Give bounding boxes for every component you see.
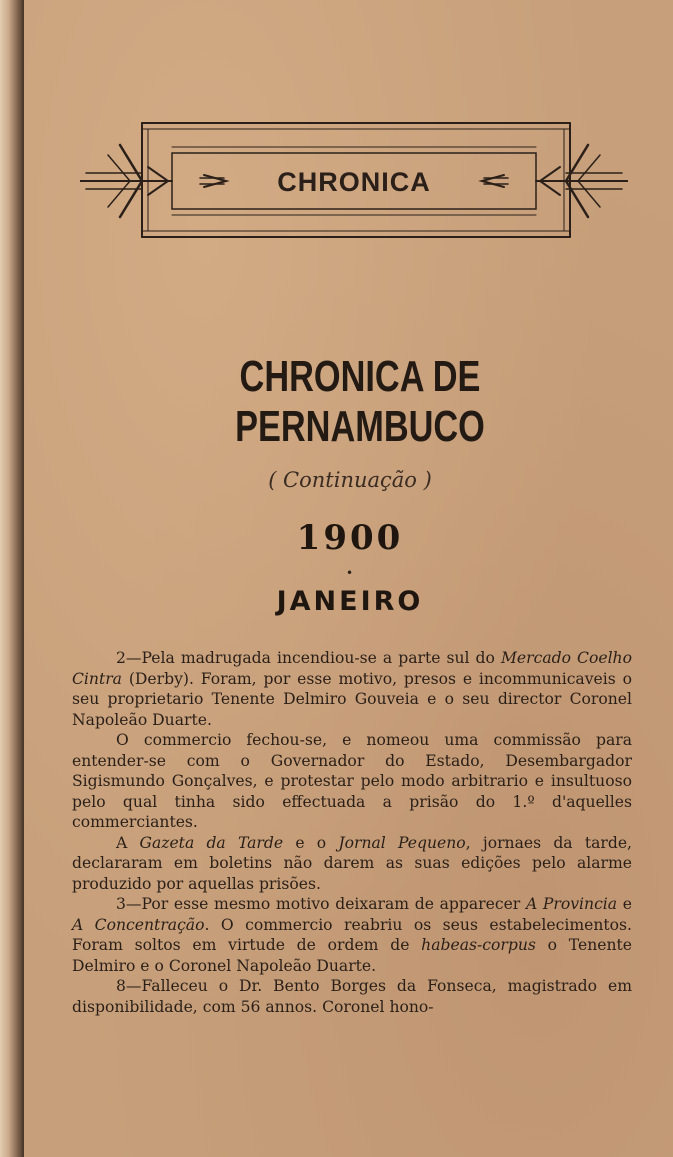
article-title: CHRONICA DE PERNAMBUCO <box>235 352 485 451</box>
paragraph-5 <box>72 976 632 1017</box>
header-ornament-title: CHRONICA <box>277 167 431 197</box>
paragraph-3 <box>72 833 632 895</box>
book-spine <box>0 0 22 1157</box>
ornament-dot: • <box>346 566 354 580</box>
text-run-italic: A Concentração <box>72 915 205 934</box>
article-year: 1900 <box>296 518 404 558</box>
text-run-italic: Gazeta da Tarde <box>139 833 284 852</box>
text-run: e o <box>283 833 339 852</box>
article-month: JANEIRO <box>276 586 424 617</box>
text-run: (Derby). Foram, por esse motivo, presos e incommunicaveis o seu proprietario Tenente Delmiro Gouveia e o seu director Coronel Napoleão Duarte. <box>72 669 632 729</box>
text-run-italic: Mercado Coelho Cintra <box>72 649 632 688</box>
text-run: , jornaes da tarde, declararam em boletins não darem as suas edições pelo alarme produzido por aquellas prisões. <box>72 833 633 893</box>
text-run: O commercio fechou-se, e nomeou uma commissão para entender-se com o Governador do Estado, Desembargador Sigismundo Gonçalves, e protestar pelo modo arbitrario e insultuoso pelo qual tinha sido effectuada a prisão do 1.º d'aquelles commerciantes. <box>72 731 632 831</box>
text-run: 3—Por esse mesmo motivo deixaram de apparecer <box>116 895 526 913</box>
header-ornament <box>80 115 628 245</box>
text-run: . O commercio reabriu os seus estabelecimentos. Foram soltos em virtude de ordem de <box>72 915 632 954</box>
text-run: o Tenente Delmiro e o Coronel Napoleão Duarte. <box>72 936 633 975</box>
article-subtitle: ( Continuação ) <box>268 468 432 492</box>
page-edge <box>22 0 24 1157</box>
article-body <box>72 648 632 1017</box>
text-run-italic: habeas-corpus <box>421 936 536 954</box>
text-run: A <box>116 833 140 852</box>
paragraph-4 <box>72 894 632 976</box>
text-run-italic: A Provincia <box>525 895 618 913</box>
text-run: 8—Falleceu o Dr. Bento Borges da Fonseca, magistrado em disponibilidade, com 56 annos. Coronel hono- <box>72 977 632 1016</box>
text-run: 2—Pela madrugada incendiou-se a parte sul do <box>116 649 501 667</box>
text-run-italic: Jornal Pequeno <box>338 833 466 852</box>
text-run: e <box>617 895 633 913</box>
paragraph-1 <box>72 648 632 730</box>
paragraph-2 <box>72 730 632 833</box>
